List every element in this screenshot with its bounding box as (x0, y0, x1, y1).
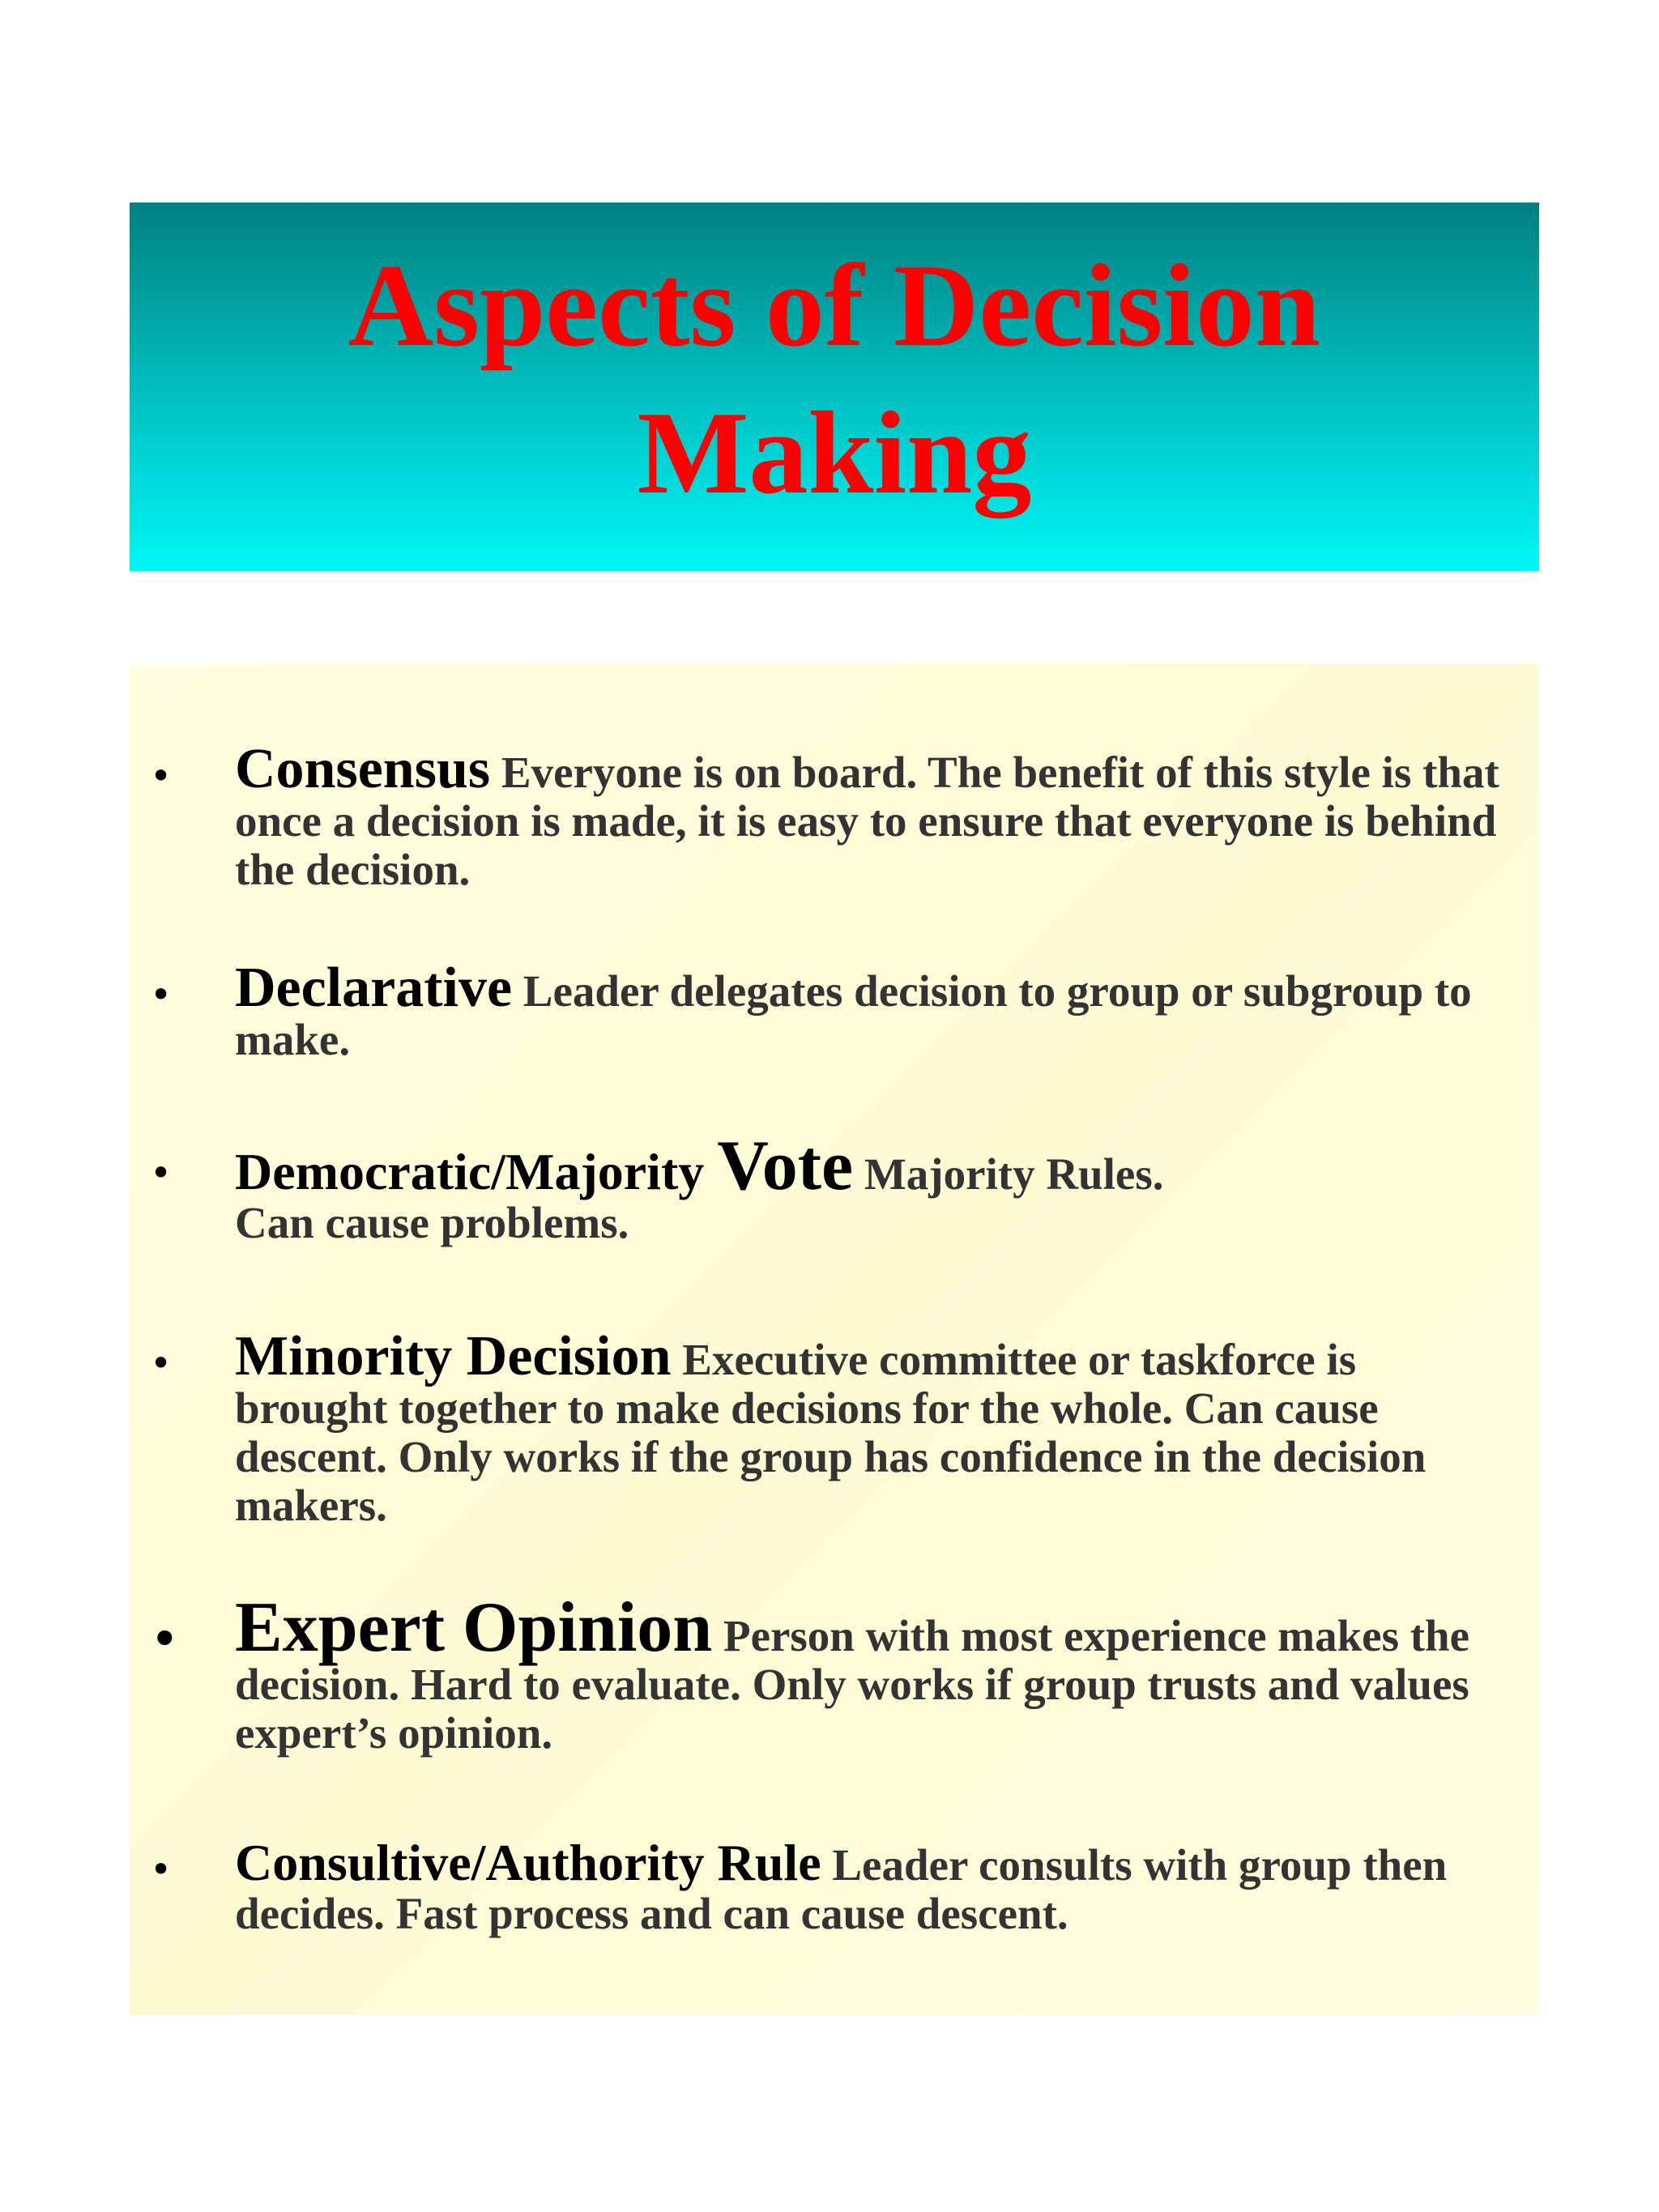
list-item-declarative (150, 957, 1515, 1064)
list-item-consensus (150, 738, 1515, 894)
item-term: Declarative (235, 957, 513, 1019)
bullet-icon: • (150, 1609, 180, 1669)
item-description: Majority Rules. (853, 1149, 1164, 1199)
item-term: Democratic/Majority (235, 1143, 718, 1200)
content-panel (130, 664, 1539, 2015)
item-term: Minority Decision (235, 1325, 672, 1387)
title-banner (130, 202, 1539, 571)
bullet-icon: • (150, 1151, 173, 1195)
item-term: Expert Opinion (235, 1588, 713, 1667)
list-item-democratic-majority-vote (150, 1127, 1515, 1247)
bullet-icon: • (150, 973, 173, 1016)
list-item-consultive-authority-rule (150, 1834, 1515, 1938)
bullet-icon: • (150, 1341, 173, 1385)
bullet-icon: • (150, 1848, 173, 1891)
bullet-icon: • (150, 754, 173, 798)
item-description-continued: Can cause problems. (235, 1198, 629, 1247)
item-term: Consultive/Authority Rule (235, 1834, 821, 1891)
item-term: Consensus (235, 738, 491, 800)
list-item-minority-decision (150, 1325, 1515, 1530)
item-description: Person with most experience makes the decision. Hard to evaluate. Only works if group trusts and values expert’s opinion. (235, 1611, 1470, 1758)
item-description: Leader consults with group then decides. Fast process and can cause descent. (235, 1840, 1448, 1938)
item-description: Everyone is on board. The benefit of this style is that once a decision is made, it is easy to ensure that everyone is behind the decision. (235, 748, 1499, 894)
list-item-expert-opinion (150, 1588, 1515, 1758)
page-title: Aspects of Decision Making (348, 239, 1321, 518)
item-description: Executive committee or taskforce is brought together to make decisions for the whole. Can cause descent. Only works if the group has confidence in the decision makers. (235, 1335, 1427, 1530)
item-description: Leader delegates decision to group or subgroup to make. (235, 966, 1472, 1064)
item-term-emphasis: Vote (717, 1127, 854, 1205)
